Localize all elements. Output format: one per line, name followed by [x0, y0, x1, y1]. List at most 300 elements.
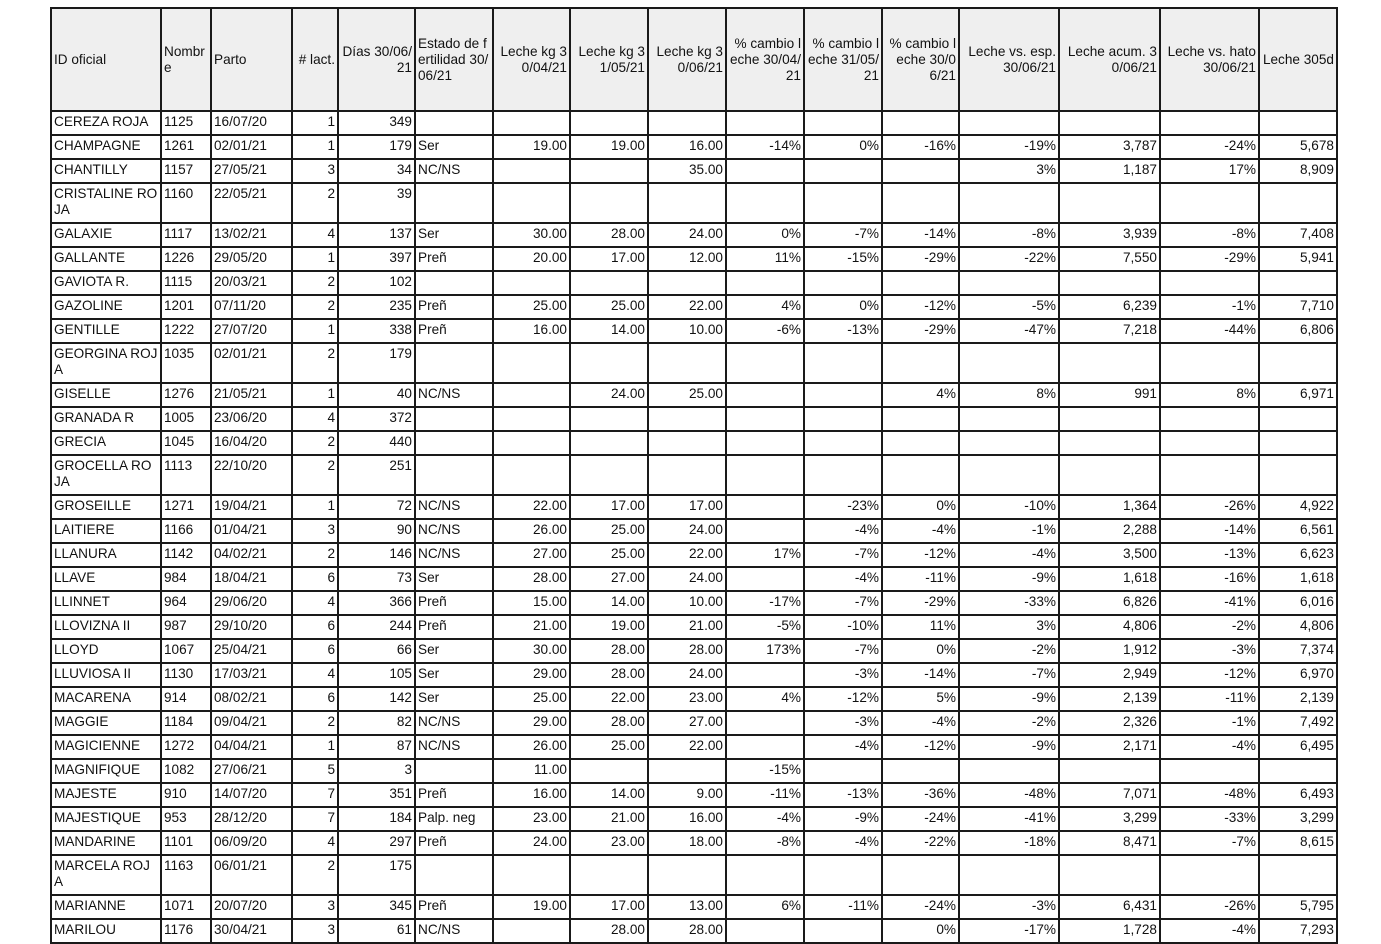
cell-dias[interactable]: 440 — [338, 431, 415, 455]
cell-cambio-0430[interactable] — [726, 735, 804, 759]
cell-cambio-0630[interactable]: -36% — [882, 783, 959, 807]
cell-dias[interactable]: 66 — [338, 639, 415, 663]
cell-leche-0430[interactable]: 29.00 — [493, 711, 570, 735]
cell-id-oficial[interactable]: GALAXIE — [51, 223, 161, 247]
cell-cambio-0630[interactable]: -4% — [882, 711, 959, 735]
cell-dias[interactable]: 372 — [338, 407, 415, 431]
cell-parto[interactable]: 22/10/20 — [211, 455, 292, 495]
cell-cambio-0430[interactable] — [726, 159, 804, 183]
cell-cambio-0531[interactable] — [804, 183, 882, 223]
cell-l305[interactable]: 3,299 — [1259, 807, 1337, 831]
cell-lact[interactable]: 1 — [292, 319, 338, 343]
cell-leche-0531[interactable]: 25.00 — [570, 519, 648, 543]
cell-cambio-0531[interactable]: -11% — [804, 895, 882, 919]
cell-parto[interactable]: 04/04/21 — [211, 735, 292, 759]
cell-l305[interactable] — [1259, 183, 1337, 223]
cell-lact[interactable]: 4 — [292, 831, 338, 855]
cell-acum[interactable] — [1059, 455, 1160, 495]
cell-lact[interactable]: 1 — [292, 495, 338, 519]
cell-nombre[interactable]: 1113 — [161, 455, 211, 495]
cell-vs-hato[interactable]: -41% — [1160, 591, 1259, 615]
cell-l305[interactable]: 7,374 — [1259, 639, 1337, 663]
cell-nombre[interactable]: 1130 — [161, 663, 211, 687]
cell-leche-0430[interactable] — [493, 407, 570, 431]
cell-estado[interactable] — [415, 455, 493, 495]
cell-dias[interactable]: 235 — [338, 295, 415, 319]
cell-cambio-0430[interactable]: 11% — [726, 247, 804, 271]
column-header-vs-hato[interactable]: Leche vs. hato 30/06/21 — [1160, 8, 1259, 111]
cell-cambio-0531[interactable]: -4% — [804, 519, 882, 543]
cell-vs-esp[interactable] — [959, 183, 1059, 223]
cell-cambio-0630[interactable]: -24% — [882, 895, 959, 919]
cell-nombre[interactable]: 1261 — [161, 135, 211, 159]
cell-vs-hato[interactable]: 8% — [1160, 383, 1259, 407]
cell-parto[interactable]: 21/05/21 — [211, 383, 292, 407]
cell-dias[interactable]: 349 — [338, 111, 415, 135]
cell-lact[interactable]: 2 — [292, 343, 338, 383]
cell-vs-hato[interactable] — [1160, 343, 1259, 383]
cell-leche-0630[interactable]: 24.00 — [648, 663, 726, 687]
cell-leche-0531[interactable]: 27.00 — [570, 567, 648, 591]
cell-lact[interactable]: 1 — [292, 383, 338, 407]
cell-id-oficial[interactable]: LLINNET — [51, 591, 161, 615]
cell-vs-hato[interactable]: -4% — [1160, 735, 1259, 759]
cell-cambio-0430[interactable] — [726, 567, 804, 591]
cell-estado[interactable] — [415, 407, 493, 431]
cell-lact[interactable]: 2 — [292, 431, 338, 455]
cell-parto[interactable]: 27/07/20 — [211, 319, 292, 343]
cell-vs-hato[interactable]: -12% — [1160, 663, 1259, 687]
cell-parto[interactable]: 20/07/20 — [211, 895, 292, 919]
cell-estado[interactable]: NC/NS — [415, 519, 493, 543]
cell-dias[interactable]: 397 — [338, 247, 415, 271]
cell-estado[interactable]: NC/NS — [415, 495, 493, 519]
cell-parto[interactable]: 29/06/20 — [211, 591, 292, 615]
cell-cambio-0531[interactable] — [804, 407, 882, 431]
cell-id-oficial[interactable]: MANDARINE — [51, 831, 161, 855]
cell-leche-0430[interactable]: 26.00 — [493, 735, 570, 759]
column-header-leche-0430[interactable]: Leche kg 30/04/21 — [493, 8, 570, 111]
cell-leche-0630[interactable] — [648, 343, 726, 383]
cell-id-oficial[interactable]: MARCELA ROJA — [51, 855, 161, 895]
cell-leche-0430[interactable] — [493, 431, 570, 455]
cell-parto[interactable]: 02/01/21 — [211, 343, 292, 383]
cell-leche-0630[interactable]: 10.00 — [648, 319, 726, 343]
cell-parto[interactable]: 16/07/20 — [211, 111, 292, 135]
cell-vs-esp[interactable]: -7% — [959, 663, 1059, 687]
cell-estado[interactable]: Preñ — [415, 895, 493, 919]
cell-acum[interactable]: 2,949 — [1059, 663, 1160, 687]
cell-leche-0430[interactable] — [493, 159, 570, 183]
cell-cambio-0430[interactable]: -6% — [726, 319, 804, 343]
cell-acum[interactable] — [1059, 271, 1160, 295]
cell-cambio-0430[interactable]: -8% — [726, 831, 804, 855]
cell-estado[interactable]: Preñ — [415, 319, 493, 343]
cell-vs-hato[interactable]: -3% — [1160, 639, 1259, 663]
cell-cambio-0531[interactable]: -3% — [804, 663, 882, 687]
cell-leche-0630[interactable]: 9.00 — [648, 783, 726, 807]
cell-l305[interactable]: 8,615 — [1259, 831, 1337, 855]
cell-cambio-0430[interactable] — [726, 495, 804, 519]
cell-cambio-0531[interactable] — [804, 343, 882, 383]
cell-estado[interactable]: NC/NS — [415, 735, 493, 759]
cell-cambio-0531[interactable]: 0% — [804, 295, 882, 319]
cell-vs-hato[interactable] — [1160, 431, 1259, 455]
cell-leche-0430[interactable]: 16.00 — [493, 319, 570, 343]
cell-vs-esp[interactable] — [959, 759, 1059, 783]
cell-cambio-0531[interactable]: -7% — [804, 639, 882, 663]
cell-parto[interactable]: 27/05/21 — [211, 159, 292, 183]
cell-leche-0531[interactable]: 14.00 — [570, 591, 648, 615]
cell-cambio-0630[interactable]: -29% — [882, 591, 959, 615]
column-header-vs-esp[interactable]: Leche vs. esp. 30/06/21 — [959, 8, 1059, 111]
cell-leche-0531[interactable]: 25.00 — [570, 735, 648, 759]
cell-id-oficial[interactable]: CRISTALINE ROJA — [51, 183, 161, 223]
cell-lact[interactable]: 1 — [292, 135, 338, 159]
cell-parto[interactable]: 19/04/21 — [211, 495, 292, 519]
cell-leche-0430[interactable] — [493, 455, 570, 495]
cell-cambio-0630[interactable] — [882, 159, 959, 183]
cell-cambio-0430[interactable]: -15% — [726, 759, 804, 783]
cell-lact[interactable]: 3 — [292, 519, 338, 543]
cell-acum[interactable]: 3,787 — [1059, 135, 1160, 159]
cell-parto[interactable]: 30/04/21 — [211, 919, 292, 943]
cell-leche-0630[interactable] — [648, 431, 726, 455]
cell-estado[interactable]: Ser — [415, 135, 493, 159]
cell-cambio-0430[interactable]: 4% — [726, 687, 804, 711]
cell-lact[interactable]: 6 — [292, 615, 338, 639]
cell-leche-0531[interactable]: 17.00 — [570, 495, 648, 519]
cell-estado[interactable]: NC/NS — [415, 159, 493, 183]
cell-vs-esp[interactable] — [959, 855, 1059, 895]
cell-vs-esp[interactable]: -19% — [959, 135, 1059, 159]
cell-id-oficial[interactable]: MAJESTIQUE — [51, 807, 161, 831]
cell-vs-esp[interactable]: -2% — [959, 711, 1059, 735]
cell-cambio-0630[interactable]: 4% — [882, 383, 959, 407]
cell-vs-hato[interactable]: -1% — [1160, 295, 1259, 319]
cell-l305[interactable]: 8,909 — [1259, 159, 1337, 183]
cell-vs-esp[interactable] — [959, 455, 1059, 495]
cell-id-oficial[interactable]: GEORGINA ROJA — [51, 343, 161, 383]
cell-parto[interactable]: 06/01/21 — [211, 855, 292, 895]
cell-estado[interactable]: Preñ — [415, 247, 493, 271]
cell-l305[interactable]: 6,806 — [1259, 319, 1337, 343]
cell-cambio-0531[interactable] — [804, 159, 882, 183]
cell-id-oficial[interactable]: MARILOU — [51, 919, 161, 943]
cell-parto[interactable]: 22/05/21 — [211, 183, 292, 223]
cell-leche-0430[interactable] — [493, 271, 570, 295]
cell-cambio-0630[interactable] — [882, 455, 959, 495]
cell-parto[interactable]: 02/01/21 — [211, 135, 292, 159]
cell-vs-esp[interactable]: -47% — [959, 319, 1059, 343]
cell-acum[interactable]: 2,171 — [1059, 735, 1160, 759]
cell-parto[interactable]: 01/04/21 — [211, 519, 292, 543]
cell-estado[interactable] — [415, 343, 493, 383]
cell-id-oficial[interactable]: GROSEILLE — [51, 495, 161, 519]
cell-cambio-0630[interactable]: -14% — [882, 663, 959, 687]
cell-leche-0630[interactable]: 35.00 — [648, 159, 726, 183]
cell-parto[interactable]: 20/03/21 — [211, 271, 292, 295]
cell-dias[interactable]: 297 — [338, 831, 415, 855]
cell-lact[interactable]: 6 — [292, 639, 338, 663]
column-header-cambio-0430[interactable]: % cambio leche 30/04/21 — [726, 8, 804, 111]
cell-vs-esp[interactable]: -41% — [959, 807, 1059, 831]
cell-cambio-0630[interactable]: 11% — [882, 615, 959, 639]
cell-cambio-0430[interactable]: -4% — [726, 807, 804, 831]
cell-vs-esp[interactable]: -8% — [959, 223, 1059, 247]
cell-id-oficial[interactable]: CHANTILLY — [51, 159, 161, 183]
cell-lact[interactable]: 4 — [292, 407, 338, 431]
cell-estado[interactable] — [415, 111, 493, 135]
cell-parto[interactable]: 04/02/21 — [211, 543, 292, 567]
cell-vs-esp[interactable]: -3% — [959, 895, 1059, 919]
cell-dias[interactable]: 175 — [338, 855, 415, 895]
cell-leche-0630[interactable]: 24.00 — [648, 567, 726, 591]
cell-vs-esp[interactable] — [959, 407, 1059, 431]
cell-leche-0630[interactable]: 22.00 — [648, 735, 726, 759]
cell-nombre[interactable]: 1176 — [161, 919, 211, 943]
cell-lact[interactable]: 2 — [292, 543, 338, 567]
cell-vs-hato[interactable]: -44% — [1160, 319, 1259, 343]
cell-acum[interactable]: 6,826 — [1059, 591, 1160, 615]
cell-lact[interactable]: 3 — [292, 919, 338, 943]
cell-cambio-0531[interactable]: -10% — [804, 615, 882, 639]
cell-l305[interactable]: 6,970 — [1259, 663, 1337, 687]
cell-lact[interactable]: 2 — [292, 295, 338, 319]
cell-dias[interactable]: 179 — [338, 343, 415, 383]
cell-cambio-0430[interactable] — [726, 183, 804, 223]
cell-cambio-0430[interactable] — [726, 919, 804, 943]
cell-vs-esp[interactable]: -18% — [959, 831, 1059, 855]
column-header-leche-0630[interactable]: Leche kg 30/06/21 — [648, 8, 726, 111]
cell-parto[interactable]: 27/06/21 — [211, 759, 292, 783]
cell-leche-0531[interactable] — [570, 455, 648, 495]
cell-leche-0630[interactable]: 12.00 — [648, 247, 726, 271]
cell-dias[interactable]: 39 — [338, 183, 415, 223]
cell-id-oficial[interactable]: LLAVE — [51, 567, 161, 591]
cell-cambio-0430[interactable] — [726, 383, 804, 407]
cell-nombre[interactable]: 1271 — [161, 495, 211, 519]
cell-leche-0430[interactable]: 15.00 — [493, 591, 570, 615]
cell-cambio-0531[interactable]: -23% — [804, 495, 882, 519]
cell-leche-0531[interactable] — [570, 855, 648, 895]
cell-parto[interactable]: 29/10/20 — [211, 615, 292, 639]
cell-leche-0630[interactable] — [648, 455, 726, 495]
cell-leche-0430[interactable]: 25.00 — [493, 295, 570, 319]
cell-leche-0630[interactable]: 27.00 — [648, 711, 726, 735]
cell-l305[interactable]: 6,623 — [1259, 543, 1337, 567]
cell-cambio-0630[interactable] — [882, 343, 959, 383]
cell-estado[interactable] — [415, 759, 493, 783]
cell-acum[interactable]: 8,471 — [1059, 831, 1160, 855]
cell-lact[interactable]: 6 — [292, 567, 338, 591]
cell-cambio-0630[interactable] — [882, 271, 959, 295]
cell-cambio-0430[interactable] — [726, 271, 804, 295]
cell-l305[interactable]: 5,941 — [1259, 247, 1337, 271]
cell-leche-0531[interactable] — [570, 407, 648, 431]
cell-cambio-0531[interactable]: -4% — [804, 567, 882, 591]
cell-lact[interactable]: 2 — [292, 183, 338, 223]
cell-cambio-0531[interactable] — [804, 455, 882, 495]
cell-estado[interactable] — [415, 183, 493, 223]
cell-id-oficial[interactable]: GROCELLA ROJA — [51, 455, 161, 495]
cell-vs-esp[interactable]: -10% — [959, 495, 1059, 519]
cell-cambio-0630[interactable]: -24% — [882, 807, 959, 831]
cell-id-oficial[interactable]: CHAMPAGNE — [51, 135, 161, 159]
cell-l305[interactable]: 7,408 — [1259, 223, 1337, 247]
cell-lact[interactable]: 4 — [292, 591, 338, 615]
cell-id-oficial[interactable]: LLUVIOSA II — [51, 663, 161, 687]
cell-cambio-0531[interactable]: -7% — [804, 223, 882, 247]
cell-estado[interactable]: Preñ — [415, 591, 493, 615]
cell-cambio-0531[interactable]: -12% — [804, 687, 882, 711]
cell-cambio-0531[interactable] — [804, 855, 882, 895]
cell-cambio-0531[interactable]: -13% — [804, 783, 882, 807]
cell-l305[interactable]: 5,795 — [1259, 895, 1337, 919]
cell-vs-esp[interactable]: -1% — [959, 519, 1059, 543]
cell-acum[interactable]: 2,139 — [1059, 687, 1160, 711]
cell-estado[interactable]: NC/NS — [415, 711, 493, 735]
cell-estado[interactable]: Preñ — [415, 295, 493, 319]
cell-vs-hato[interactable]: -48% — [1160, 783, 1259, 807]
cell-nombre[interactable]: 953 — [161, 807, 211, 831]
cell-leche-0630[interactable]: 21.00 — [648, 615, 726, 639]
cell-leche-0531[interactable]: 28.00 — [570, 919, 648, 943]
cell-cambio-0531[interactable]: 0% — [804, 135, 882, 159]
cell-cambio-0430[interactable] — [726, 855, 804, 895]
cell-estado[interactable]: NC/NS — [415, 919, 493, 943]
cell-lact[interactable]: 1 — [292, 247, 338, 271]
cell-vs-hato[interactable]: -26% — [1160, 895, 1259, 919]
cell-dias[interactable]: 142 — [338, 687, 415, 711]
cell-l305[interactable]: 4,922 — [1259, 495, 1337, 519]
cell-leche-0630[interactable] — [648, 271, 726, 295]
cell-cambio-0630[interactable]: 5% — [882, 687, 959, 711]
cell-dias[interactable]: 338 — [338, 319, 415, 343]
cell-leche-0531[interactable]: 28.00 — [570, 223, 648, 247]
cell-leche-0630[interactable] — [648, 111, 726, 135]
cell-leche-0531[interactable]: 28.00 — [570, 639, 648, 663]
cell-cambio-0630[interactable]: 0% — [882, 639, 959, 663]
cell-leche-0430[interactable]: 30.00 — [493, 223, 570, 247]
cell-acum[interactable]: 1,364 — [1059, 495, 1160, 519]
cell-leche-0430[interactable]: 24.00 — [493, 831, 570, 855]
cell-acum[interactable] — [1059, 431, 1160, 455]
cell-parto[interactable]: 17/03/21 — [211, 663, 292, 687]
cell-cambio-0430[interactable] — [726, 711, 804, 735]
cell-vs-hato[interactable]: -33% — [1160, 807, 1259, 831]
cell-cambio-0430[interactable]: -11% — [726, 783, 804, 807]
cell-leche-0430[interactable]: 21.00 — [493, 615, 570, 639]
cell-cambio-0430[interactable] — [726, 455, 804, 495]
cell-leche-0430[interactable]: 27.00 — [493, 543, 570, 567]
cell-vs-hato[interactable]: -29% — [1160, 247, 1259, 271]
cell-leche-0531[interactable]: 19.00 — [570, 615, 648, 639]
cell-cambio-0531[interactable]: -4% — [804, 735, 882, 759]
cell-cambio-0630[interactable] — [882, 759, 959, 783]
cell-estado[interactable]: Preñ — [415, 783, 493, 807]
cell-acum[interactable]: 3,500 — [1059, 543, 1160, 567]
cell-dias[interactable]: 34 — [338, 159, 415, 183]
cell-leche-0630[interactable]: 10.00 — [648, 591, 726, 615]
cell-acum[interactable]: 2,288 — [1059, 519, 1160, 543]
cell-lact[interactable]: 7 — [292, 783, 338, 807]
cell-vs-esp[interactable]: 3% — [959, 615, 1059, 639]
cell-id-oficial[interactable]: MAJESTE — [51, 783, 161, 807]
cell-nombre[interactable]: 1276 — [161, 383, 211, 407]
cell-leche-0531[interactable]: 14.00 — [570, 783, 648, 807]
cell-acum[interactable]: 7,550 — [1059, 247, 1160, 271]
cell-leche-0630[interactable] — [648, 759, 726, 783]
cell-leche-0531[interactable]: 25.00 — [570, 543, 648, 567]
cell-id-oficial[interactable]: MAGICIENNE — [51, 735, 161, 759]
cell-leche-0531[interactable]: 14.00 — [570, 319, 648, 343]
cell-acum[interactable] — [1059, 759, 1160, 783]
cell-leche-0430[interactable] — [493, 855, 570, 895]
cell-cambio-0430[interactable] — [726, 343, 804, 383]
cell-id-oficial[interactable]: LAITIERE — [51, 519, 161, 543]
cell-cambio-0531[interactable]: -7% — [804, 543, 882, 567]
cell-leche-0430[interactable]: 30.00 — [493, 639, 570, 663]
cell-id-oficial[interactable]: MACARENA — [51, 687, 161, 711]
cell-lact[interactable]: 2 — [292, 271, 338, 295]
cell-acum[interactable]: 7,218 — [1059, 319, 1160, 343]
cell-leche-0531[interactable] — [570, 271, 648, 295]
cell-leche-0630[interactable]: 24.00 — [648, 519, 726, 543]
cell-acum[interactable]: 7,071 — [1059, 783, 1160, 807]
cell-vs-hato[interactable]: -2% — [1160, 615, 1259, 639]
cell-leche-0430[interactable] — [493, 183, 570, 223]
cell-leche-0430[interactable] — [493, 111, 570, 135]
cell-leche-0531[interactable]: 23.00 — [570, 831, 648, 855]
cell-parto[interactable]: 06/09/20 — [211, 831, 292, 855]
column-header-cambio-0630[interactable]: % cambio leche 30/06/21 — [882, 8, 959, 111]
cell-estado[interactable]: Preñ — [415, 615, 493, 639]
cell-lact[interactable]: 4 — [292, 223, 338, 247]
cell-nombre[interactable]: 1071 — [161, 895, 211, 919]
cell-dias[interactable]: 82 — [338, 711, 415, 735]
cell-estado[interactable]: NC/NS — [415, 543, 493, 567]
cell-nombre[interactable]: 1117 — [161, 223, 211, 247]
cell-acum[interactable] — [1059, 855, 1160, 895]
cell-leche-0531[interactable]: 17.00 — [570, 247, 648, 271]
cell-leche-0531[interactable]: 25.00 — [570, 295, 648, 319]
cell-dias[interactable]: 366 — [338, 591, 415, 615]
cell-acum[interactable] — [1059, 111, 1160, 135]
cell-acum[interactable]: 3,299 — [1059, 807, 1160, 831]
cell-leche-0531[interactable] — [570, 159, 648, 183]
cell-parto[interactable]: 16/04/20 — [211, 431, 292, 455]
cell-id-oficial[interactable]: LLOVIZNA II — [51, 615, 161, 639]
cell-lact[interactable]: 2 — [292, 711, 338, 735]
cell-lact[interactable]: 2 — [292, 455, 338, 495]
cell-vs-esp[interactable] — [959, 343, 1059, 383]
cell-l305[interactable]: 6,495 — [1259, 735, 1337, 759]
cell-cambio-0531[interactable]: -9% — [804, 807, 882, 831]
column-header-parto[interactable]: Parto — [211, 8, 292, 111]
cell-nombre[interactable]: 1272 — [161, 735, 211, 759]
cell-id-oficial[interactable]: MAGNIFIQUE — [51, 759, 161, 783]
cell-cambio-0531[interactable] — [804, 111, 882, 135]
column-header-id-oficial[interactable]: ID oficial — [51, 8, 161, 111]
cell-lact[interactable]: 3 — [292, 159, 338, 183]
cell-parto[interactable]: 14/07/20 — [211, 783, 292, 807]
cell-cambio-0531[interactable]: -4% — [804, 831, 882, 855]
cell-nombre[interactable]: 1166 — [161, 519, 211, 543]
cell-nombre[interactable]: 1045 — [161, 431, 211, 455]
cell-parto[interactable]: 18/04/21 — [211, 567, 292, 591]
cell-dias[interactable]: 351 — [338, 783, 415, 807]
